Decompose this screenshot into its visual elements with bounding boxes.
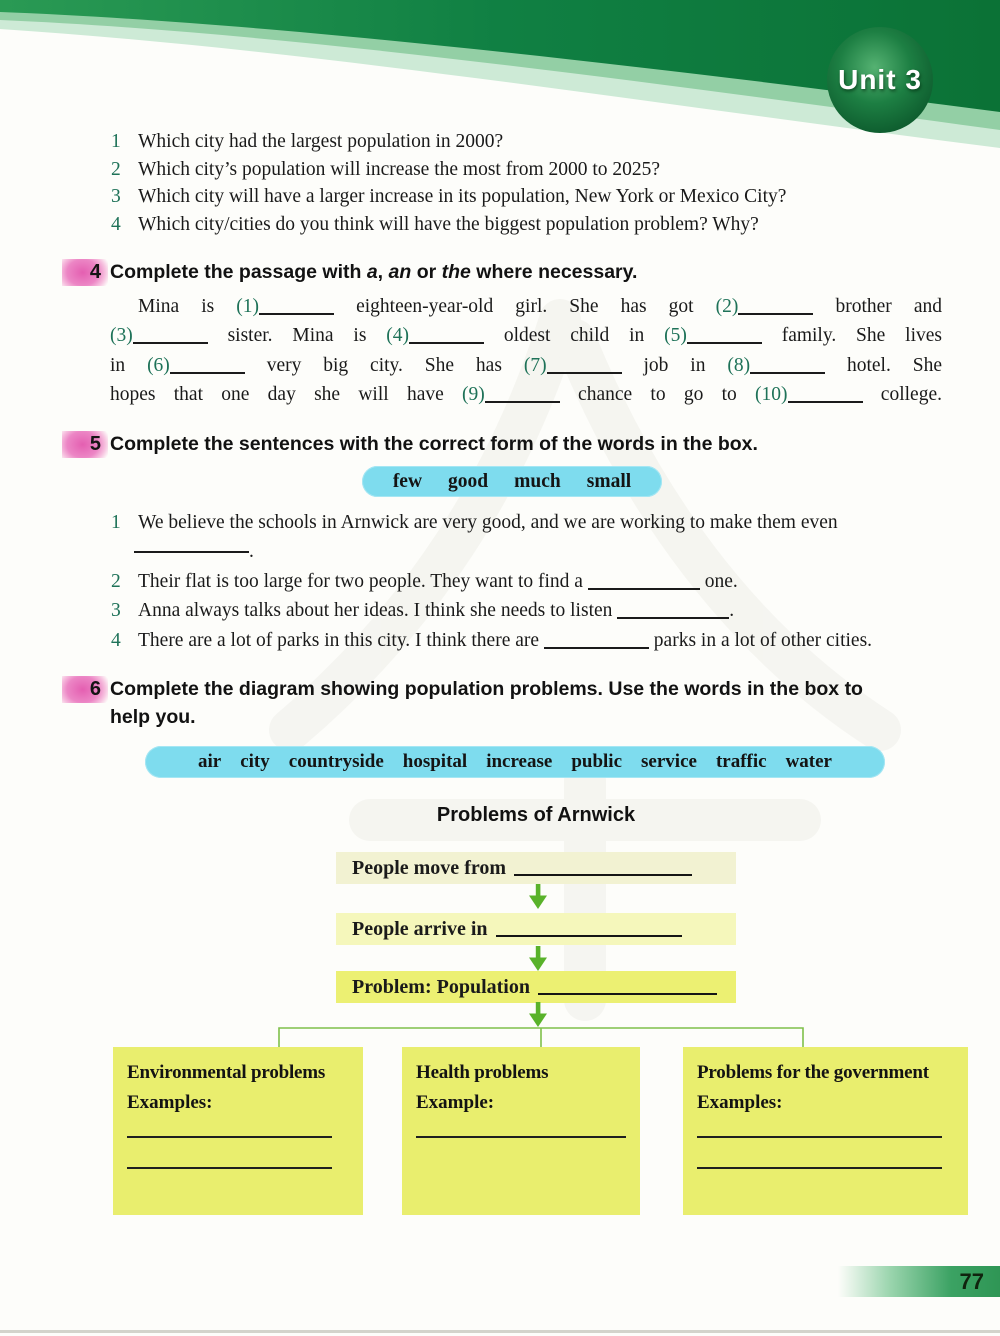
word-box-exercise-5 — [362, 466, 662, 497]
text-segment: eighteen-year-old girl. She has got — [334, 296, 716, 317]
flow-box — [336, 913, 736, 945]
sentence-number: 1 — [111, 512, 121, 533]
blank-line — [617, 603, 729, 619]
sentence-row — [110, 626, 972, 655]
word-box-word: city — [240, 751, 270, 772]
passage-line — [110, 351, 942, 380]
word-box-word: countryside — [288, 751, 384, 772]
sentence-number: 2 — [111, 570, 121, 592]
question-row — [110, 211, 970, 239]
text-segment: . — [729, 600, 735, 622]
exercise-4-badge — [62, 259, 108, 286]
word-box-word: few — [392, 470, 423, 492]
text-segment: a — [366, 261, 378, 283]
blank-line — [127, 1136, 332, 1138]
text-segment: job in — [621, 354, 728, 376]
question-row — [110, 183, 970, 211]
text-segment: Complete the sentences with the correct form of the words in the box. — [110, 433, 758, 455]
blank-line — [687, 328, 762, 344]
blank-line — [514, 860, 692, 876]
passage-line — [110, 380, 942, 409]
text-segment: Complete the passage with — [110, 261, 367, 283]
blank-line — [538, 979, 717, 995]
word-box-word: water — [785, 751, 832, 772]
item-marker: (9) — [462, 384, 485, 406]
sentence-number: 4 — [111, 629, 121, 651]
text-segment: Complete the diagram showing population problems. Use the words in the box to help you. — [110, 678, 863, 728]
text-segment: brother and — [813, 296, 942, 317]
item-marker: (1) — [236, 296, 260, 317]
word-box-word: traffic — [715, 751, 767, 772]
exercise-4-heading — [110, 258, 637, 286]
text-segment: Anna always talks about her ideas. I think she needs to listen — [138, 600, 618, 622]
exercise-5-badge — [62, 431, 108, 458]
text-segment: hopes that one day she will have — [110, 384, 463, 406]
word-box-word: hospital — [402, 751, 468, 772]
word-box-word: service — [641, 751, 697, 772]
text-segment: hotel. She — [825, 354, 942, 376]
item-marker: (7) — [523, 354, 547, 376]
text-segment: one. — [699, 570, 738, 592]
exercise-number: 5 — [89, 433, 101, 455]
text-segment: the — [441, 261, 471, 283]
word-box-word: air — [198, 751, 222, 772]
question-number: 4 — [111, 214, 121, 236]
word-box-word: public — [571, 751, 623, 772]
branch-box — [683, 1047, 968, 1215]
text-segment: chance to go to — [559, 384, 756, 406]
question-number: 1 — [111, 131, 121, 152]
question-text: Which city had the largest population in 2000? — [138, 131, 504, 152]
blank-line — [788, 387, 863, 403]
blank-line — [170, 358, 245, 374]
blank-line — [588, 574, 700, 590]
question-text: Which city/cities do you think will have the biggest population problem? Why? — [138, 214, 759, 236]
item-marker: (10) — [755, 384, 788, 406]
branch-box — [402, 1047, 640, 1215]
text-segment: very big city. She has — [244, 354, 524, 376]
down-arrow-icon — [528, 946, 548, 972]
down-arrow-icon — [528, 1002, 548, 1028]
passage-line — [110, 321, 942, 350]
diagram-title: Problems of Arnwick — [436, 804, 636, 826]
item-marker: (8) — [727, 354, 751, 376]
unit-badge-label: Unit 3 — [838, 64, 922, 95]
blank-line — [544, 633, 649, 649]
sentence-text — [138, 508, 972, 537]
text-segment: sister. Mina is — [207, 325, 387, 347]
branch-box-label: Examples: — [127, 1092, 213, 1113]
blank-line — [485, 387, 560, 403]
sentence-row — [110, 567, 972, 596]
flow-box-label: People move from — [352, 856, 507, 879]
branch-box-title: Environmental problems — [127, 1062, 326, 1083]
blank-line — [133, 328, 208, 344]
exercise-4-passage — [110, 292, 942, 410]
word-box-exercise-6 — [145, 746, 885, 778]
sentence-text — [138, 567, 972, 596]
text-segment: We believe the schools in Arnwick are very good, and we are working to make them even — [138, 512, 838, 533]
exercise-6-badge — [62, 676, 108, 703]
question-number: 3 — [111, 186, 121, 208]
flow-box-label: Problem: Population — [352, 975, 530, 998]
word-box-word: increase — [486, 751, 553, 772]
blank-line — [697, 1136, 942, 1138]
word-box-word: good — [448, 470, 489, 492]
question-text: Which city will have a larger increase in its population, New York or Mexico City? — [138, 186, 787, 208]
branch-box-title: Problems for the government — [697, 1062, 929, 1083]
blank-line — [127, 1167, 332, 1169]
sentence-number: 3 — [111, 600, 121, 622]
question-text: Which city’s population will increase the most from 2000 to 2025? — [138, 158, 661, 180]
flow-box-label: People arrive in — [352, 917, 488, 940]
exercise-5-heading — [110, 430, 758, 458]
text-segment: There are a lot of parks in this city. I think there are — [138, 629, 544, 651]
text-segment: family. She lives — [761, 325, 942, 347]
branch-box-label: Examples: — [697, 1092, 783, 1113]
text-segment: college. — [862, 384, 942, 406]
blank-line — [259, 299, 334, 315]
sentence-row — [110, 596, 972, 625]
branch-box-title: Health problems — [416, 1062, 549, 1083]
question-list — [110, 128, 970, 239]
blank-line — [416, 1136, 626, 1138]
blank-line — [750, 358, 825, 374]
flow-box — [336, 852, 736, 884]
text-segment: parks in a lot of other cities. — [648, 629, 873, 651]
sentence-row — [110, 508, 972, 537]
branch-box-label: Example: — [416, 1092, 495, 1113]
text-segment: oldest child in — [484, 325, 665, 347]
text-segment: or — [411, 261, 442, 283]
exercise-number: 4 — [89, 261, 101, 283]
sentence-text — [138, 596, 972, 625]
blank-line — [134, 537, 249, 553]
exercise-number: 6 — [89, 678, 101, 700]
text-segment: Their flat is too large for two people. They want to find a — [138, 570, 588, 592]
text-segment: in — [110, 354, 148, 376]
blank-line — [496, 921, 682, 937]
blank-line — [738, 299, 813, 315]
exercise-5-sentences — [110, 508, 972, 655]
branch-box — [113, 1047, 363, 1215]
question-row — [110, 128, 970, 156]
item-marker: (3) — [110, 325, 133, 347]
text-segment: where necessary. — [470, 261, 638, 283]
flow-box — [336, 971, 736, 1003]
blank-line — [409, 328, 484, 344]
text-segment: Mina is — [138, 296, 237, 317]
page-number: 77 — [959, 1268, 984, 1294]
item-marker: (2) — [715, 296, 739, 317]
question-row — [110, 156, 970, 184]
text-segment: an — [388, 261, 412, 283]
item-marker: (4) — [386, 325, 409, 347]
passage-line — [110, 292, 942, 321]
item-marker: (6) — [147, 354, 170, 376]
blank-line — [697, 1167, 942, 1169]
word-box-word: small — [586, 470, 632, 492]
exercise-6-heading — [110, 675, 870, 731]
down-arrow-icon — [528, 884, 548, 910]
question-number: 2 — [111, 158, 121, 180]
item-marker: (5) — [664, 325, 687, 347]
page-bottom-edge — [0, 1330, 1000, 1333]
text-segment: , — [377, 261, 389, 283]
page-number-bar — [838, 1266, 1000, 1297]
word-box-word: much — [514, 470, 561, 492]
text-segment: . — [249, 541, 254, 563]
sentence-text — [138, 626, 972, 655]
blank-line — [547, 358, 622, 374]
sentence-row — [110, 537, 972, 566]
